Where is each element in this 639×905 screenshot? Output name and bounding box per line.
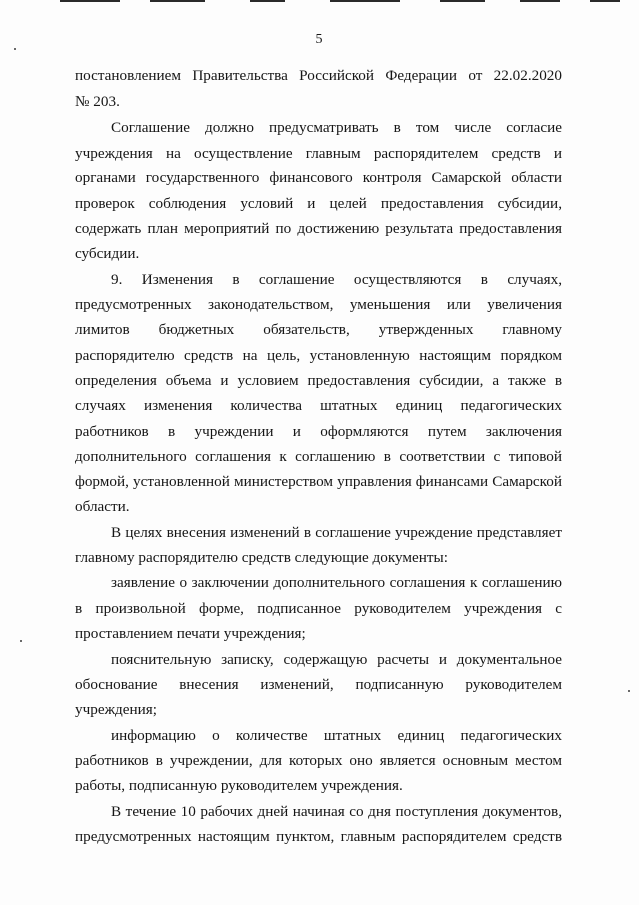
text-line: в произвольной форме, подписанное руководителем учреждения с (75, 600, 562, 617)
scan-artifact (590, 0, 620, 2)
text-line: учреждения; (75, 701, 157, 718)
text-line: предусмотренных законодательством, уменьшения или увеличения (75, 296, 562, 313)
text-line: формой, установленной министерством управления финансами Самарской (75, 473, 562, 490)
text-line: В течение 10 рабочих дней начиная со дня поступления документов, (111, 803, 562, 820)
text-line: постановлением Правительства Российской Федерации от 22.02.2020 (75, 67, 562, 84)
scan-artifact (250, 0, 285, 2)
text-line: лимитов бюджетных обязательств, утвержденных главному (75, 321, 562, 338)
text-line: проставлением печати учреждения; (75, 625, 306, 642)
text-line: случаях изменения количества штатных единиц педагогических (75, 397, 562, 414)
text-line: работников в учреждении и оформляются путем заключения (75, 423, 562, 440)
text-line: дополнительного соглашения к соглашению в соответствии с типовой (75, 448, 562, 465)
text-line: органами государственного финансового контроля Самарской области (75, 169, 562, 186)
text-line: субсидии. (75, 245, 140, 262)
scan-artifact (440, 0, 485, 2)
text-line: № 203. (75, 93, 120, 110)
text-line: работы, подписанную руководителем учреждения. (75, 777, 403, 794)
text-line: области. (75, 498, 130, 515)
text-line: В целях внесения изменений в соглашение учреждение представляет (111, 524, 562, 541)
page-number: 5 (315, 32, 323, 47)
text-line: Соглашение должно предусматривать в том числе согласие (111, 119, 562, 136)
scan-speck (14, 48, 16, 50)
text-line: распорядителю средств на цель, установленную настоящим порядком (75, 347, 562, 364)
text-line: 9. Изменения в соглашение осуществляются в случаях, (111, 271, 562, 288)
text-line: информацию о количестве штатных единиц педагогических (111, 727, 562, 744)
scan-artifact (330, 0, 400, 2)
scan-speck (628, 690, 630, 692)
text-line: содержать план мероприятий по достижению результата предоставления (75, 220, 562, 237)
scan-speck (20, 640, 22, 642)
scan-artifact (60, 0, 120, 2)
scan-artifact (520, 0, 560, 2)
text-line: главному распорядителю средств следующие документы: (75, 549, 448, 566)
text-line: заявление о заключении дополнительного соглашения к соглашению (111, 574, 562, 591)
text-line: пояснительную записку, содержащую расчеты и документальное (111, 651, 562, 668)
text-line: учреждения на осуществление главным распорядителем средств и (75, 145, 562, 162)
text-line: предусмотренных настоящим пунктом, главным распорядителем средств (75, 828, 562, 845)
text-line: обоснование внесения изменений, подписанную руководителем (75, 676, 562, 693)
scan-artifact (150, 0, 205, 2)
text-line: работников в учреждении, для которых оно является основным местом (75, 752, 562, 769)
text-line: определения объема и условием предоставления субсидии, а также в (75, 372, 562, 389)
text-line: проверок соблюдения условий и целей предоставления субсидии, (75, 195, 562, 212)
